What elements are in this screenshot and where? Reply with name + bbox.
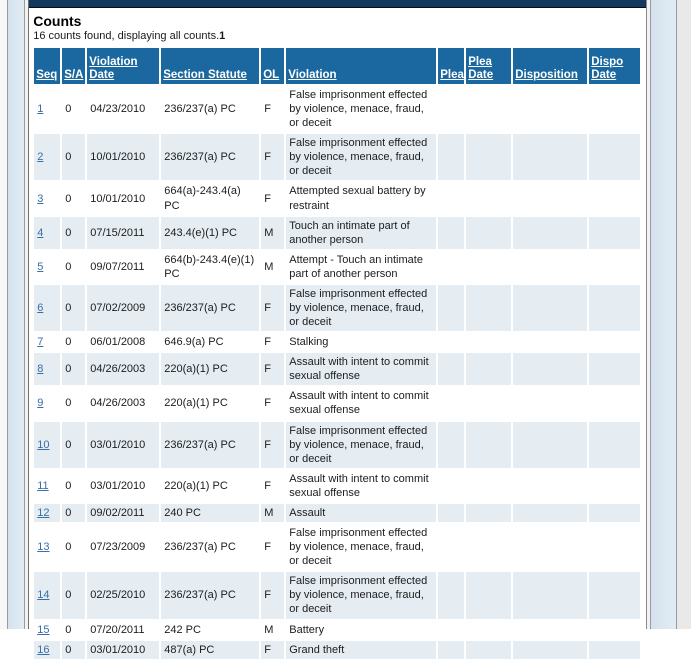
table-row: [34, 285, 640, 331]
count-detail-link[interactable]: 10: [37, 438, 50, 451]
results-summary-text: 16 counts found, displaying all counts.: [33, 30, 220, 42]
cell-disposition: [513, 387, 587, 419]
sort-link-ol[interactable]: OL: [263, 68, 280, 81]
count-detail-link[interactable]: 13: [37, 541, 50, 554]
cell-violation: False imprisonment effected by violence, menace, fraud, or deceit: [286, 134, 436, 180]
cell-plea: [438, 504, 464, 522]
cell-ol: F: [261, 641, 284, 659]
cell-violation_date: 03/01/2010: [87, 641, 159, 659]
cell-seq: [34, 333, 60, 351]
cell-seq: [34, 470, 60, 502]
cell-section_statute: 664(b)-243.4(e)(1) PC: [161, 251, 259, 283]
cell-violation_date: 07/20/2011: [87, 621, 159, 639]
cell-sa: 0: [62, 353, 85, 385]
sort-link-seq[interactable]: Seq: [36, 68, 58, 81]
cell-section_statute: 236/237(a) PC: [161, 422, 259, 468]
cell-plea_date: [466, 387, 511, 419]
cell-violation_date: 07/15/2011: [87, 217, 159, 249]
cell-ol: F: [261, 422, 284, 468]
cell-ol: F: [261, 86, 284, 132]
cell-sa: 0: [62, 470, 85, 502]
cell-violation_date: 06/01/2008: [87, 333, 159, 351]
cell-section_statute: 220(a)(1) PC: [161, 470, 259, 502]
cell-disposition: [513, 641, 587, 659]
cell-seq: [34, 134, 60, 180]
cell-sa: 0: [62, 333, 85, 351]
cell-dispo_date: [589, 621, 640, 639]
cell-dispo_date: [589, 524, 640, 570]
cell-violation: Touch an intimate part of another person: [286, 217, 436, 249]
column-header-disposition: [513, 48, 587, 84]
cell-sa: 0: [62, 134, 85, 180]
cell-violation: False imprisonment effected by violence, menace, fraud, or deceit: [286, 422, 436, 468]
cell-dispo_date: [589, 641, 640, 659]
sort-link-dispo_date[interactable]: Dispo Date: [591, 55, 624, 81]
cell-violation_date: 10/01/2010: [87, 134, 159, 180]
page-number[interactable]: 1: [219, 30, 226, 42]
cell-violation: False imprisonment effected by violence, menace, fraud, or deceit: [286, 285, 436, 331]
count-detail-link[interactable]: 4: [37, 226, 44, 239]
cell-violation: Assault: [286, 504, 436, 522]
count-detail-link[interactable]: 5: [37, 260, 44, 273]
cell-seq: [34, 86, 60, 132]
cell-dispo_date: [589, 387, 640, 419]
count-detail-link[interactable]: 7: [37, 336, 44, 349]
cell-plea: [438, 422, 464, 468]
column-header-sa: [62, 48, 85, 84]
cell-plea_date: [466, 470, 511, 502]
count-detail-link[interactable]: 12: [37, 506, 50, 519]
cell-violation: Assault with intent to commit sexual offense: [286, 387, 436, 419]
cell-ol: F: [261, 353, 284, 385]
sort-link-violation[interactable]: Violation: [288, 68, 337, 81]
table-row: [34, 641, 640, 659]
cell-disposition: [513, 422, 587, 468]
cell-seq: [34, 621, 60, 639]
cell-seq: [34, 285, 60, 331]
cell-section_statute: 487(a) PC: [161, 641, 259, 659]
cell-plea_date: [466, 422, 511, 468]
cell-disposition: [513, 333, 587, 351]
sort-link-sa[interactable]: S/A: [64, 68, 84, 81]
table-row: [34, 504, 640, 522]
cell-disposition: [513, 621, 587, 639]
cell-disposition: [513, 86, 587, 132]
count-detail-link[interactable]: 16: [37, 643, 50, 656]
cell-dispo_date: [589, 217, 640, 249]
cell-disposition: [513, 134, 587, 180]
cell-ol: F: [261, 387, 284, 419]
window-frame-left: [0, 0, 7, 629]
cell-section_statute: 664(a)-243.4(a) PC: [161, 182, 259, 214]
page-body: [29, 8, 646, 661]
cell-violation: Attempt - Touch an intimate part of another person: [286, 251, 436, 283]
cell-ol: F: [261, 572, 284, 618]
table-row: [34, 422, 640, 468]
cell-seq: [34, 353, 60, 385]
cell-sa: 0: [62, 524, 85, 570]
cell-violation: Attempted sexual battery by restraint: [286, 182, 436, 214]
cell-section_statute: 236/237(a) PC: [161, 86, 259, 132]
cell-seq: [34, 504, 60, 522]
sort-link-disposition[interactable]: Disposition: [515, 68, 578, 81]
count-detail-link[interactable]: 11: [37, 479, 49, 492]
column-header-seq: [34, 48, 60, 84]
cell-plea_date: [466, 504, 511, 522]
cell-plea_date: [466, 182, 511, 214]
cell-violation: False imprisonment effected by violence, menace, fraud, or deceit: [286, 572, 436, 618]
cell-dispo_date: [589, 285, 640, 331]
count-detail-link[interactable]: 2: [37, 151, 44, 164]
cell-ol: M: [261, 217, 284, 249]
count-detail-link[interactable]: 14: [37, 589, 50, 602]
table-header-row: [34, 48, 640, 84]
cell-sa: 0: [62, 182, 85, 214]
cell-section_statute: 220(a)(1) PC: [161, 387, 259, 419]
table-row: [34, 217, 640, 249]
column-header-section_statute: [161, 48, 259, 84]
cell-plea_date: [466, 333, 511, 351]
table-row: [34, 134, 640, 180]
page-title: Counts: [33, 13, 82, 29]
cell-violation_date: 07/23/2009: [87, 524, 159, 570]
cell-sa: 0: [62, 572, 85, 618]
cell-violation_date: 10/01/2010: [87, 182, 159, 214]
cell-plea_date: [466, 641, 511, 659]
cell-plea: [438, 524, 464, 570]
cell-plea: [438, 572, 464, 618]
cell-plea_date: [466, 285, 511, 331]
cell-seq: [34, 387, 60, 419]
cell-section_statute: 236/237(a) PC: [161, 572, 259, 618]
cell-dispo_date: [589, 333, 640, 351]
column-header-ol: [261, 48, 284, 84]
cell-plea: [438, 641, 464, 659]
cell-plea_date: [466, 572, 511, 618]
cell-sa: 0: [62, 86, 85, 132]
cell-violation_date: 03/01/2010: [87, 422, 159, 468]
cell-plea_date: [466, 621, 511, 639]
table-row: [34, 621, 640, 639]
cell-sa: 0: [62, 217, 85, 249]
cell-violation: Assault with intent to commit sexual offense: [286, 353, 436, 385]
cell-section_statute: 242 PC: [161, 621, 259, 639]
count-detail-link[interactable]: 9: [37, 397, 44, 410]
cell-plea: [438, 217, 464, 249]
cell-section_statute: 220(a)(1) PC: [161, 353, 259, 385]
cell-section_statute: 243.4(e)(1) PC: [161, 217, 259, 249]
cell-plea_date: [466, 524, 511, 570]
cell-disposition: [513, 353, 587, 385]
cell-violation: Stalking: [286, 333, 436, 351]
cell-sa: 0: [62, 641, 85, 659]
counts-table: [32, 46, 642, 661]
cell-plea: [438, 470, 464, 502]
cell-violation_date: 04/26/2003: [87, 353, 159, 385]
cell-dispo_date: [589, 134, 640, 180]
cell-ol: F: [261, 134, 284, 180]
cell-disposition: [513, 251, 587, 283]
cell-section_statute: 236/237(a) PC: [161, 134, 259, 180]
counts-page: [28, 0, 647, 656]
cell-sa: 0: [62, 251, 85, 283]
cell-section_statute: 236/237(a) PC: [161, 524, 259, 570]
cell-violation: False imprisonment effected by violence, menace, fraud, or deceit: [286, 86, 436, 132]
cell-plea_date: [466, 251, 511, 283]
cell-dispo_date: [589, 470, 640, 502]
cell-plea: [438, 333, 464, 351]
table-row: [34, 353, 640, 385]
cell-violation_date: 04/23/2010: [87, 86, 159, 132]
column-header-plea_date: [466, 48, 511, 84]
cell-dispo_date: [589, 182, 640, 214]
scrollbar-track[interactable]: [650, 0, 677, 629]
cell-section_statute: 646.9(a) PC: [161, 333, 259, 351]
cell-seq: [34, 524, 60, 570]
cell-disposition: [513, 217, 587, 249]
cell-section_statute: 236/237(a) PC: [161, 285, 259, 331]
cell-dispo_date: [589, 572, 640, 618]
cell-dispo_date: [589, 86, 640, 132]
table-row: [34, 251, 640, 283]
cell-section_statute: 240 PC: [161, 504, 259, 522]
table-row: [34, 572, 640, 618]
cell-ol: M: [261, 504, 284, 522]
cell-plea: [438, 285, 464, 331]
cell-plea: [438, 251, 464, 283]
cell-violation_date: 09/02/2011: [87, 504, 159, 522]
cell-violation_date: 09/07/2011: [87, 251, 159, 283]
table-row: [34, 333, 640, 351]
count-detail-link[interactable]: 3: [37, 192, 44, 205]
cell-dispo_date: [589, 251, 640, 283]
cell-seq: [34, 422, 60, 468]
cell-plea_date: [466, 134, 511, 180]
cell-ol: F: [261, 333, 284, 351]
cell-disposition: [513, 524, 587, 570]
cell-dispo_date: [589, 504, 640, 522]
cell-disposition: [513, 572, 587, 618]
cell-seq: [34, 572, 60, 618]
cell-violation: Assault with intent to commit sexual offense: [286, 470, 436, 502]
results-summary: [33, 30, 642, 42]
cell-sa: 0: [62, 387, 85, 419]
sort-link-plea_date[interactable]: Plea Date: [468, 55, 494, 81]
cell-seq: [34, 182, 60, 214]
column-header-dispo_date: [589, 48, 640, 84]
cell-sa: 0: [62, 504, 85, 522]
cell-sa: 0: [62, 422, 85, 468]
table-row: [34, 182, 640, 214]
cell-plea: [438, 134, 464, 180]
count-detail-link[interactable]: 1: [37, 103, 44, 116]
cell-violation_date: 03/01/2010: [87, 470, 159, 502]
table-row: [34, 86, 640, 132]
cell-plea: [438, 86, 464, 132]
sort-link-section_statute[interactable]: Section Statute: [163, 68, 247, 81]
cell-violation_date: 07/02/2009: [87, 285, 159, 331]
sort-link-violation_date[interactable]: Violation Date: [89, 55, 138, 81]
cell-disposition: [513, 182, 587, 214]
count-detail-link[interactable]: 15: [37, 623, 50, 636]
cell-disposition: [513, 504, 587, 522]
cell-dispo_date: [589, 353, 640, 385]
cell-violation_date: 02/25/2010: [87, 572, 159, 618]
cell-dispo_date: [589, 422, 640, 468]
cell-plea: [438, 621, 464, 639]
cell-seq: [34, 251, 60, 283]
cell-plea: [438, 182, 464, 214]
cell-disposition: [513, 470, 587, 502]
cell-ol: F: [261, 524, 284, 570]
column-header-plea: [438, 48, 464, 84]
left-rail: [7, 0, 26, 629]
window-frame-right: [677, 0, 691, 629]
cell-ol: M: [261, 621, 284, 639]
table-row: [34, 387, 640, 419]
column-header-violation_date: [87, 48, 159, 84]
cell-seq: [34, 217, 60, 249]
table-row: [34, 470, 640, 502]
cell-ol: M: [261, 251, 284, 283]
column-header-violation: [286, 48, 436, 84]
cell-violation: False imprisonment effected by violence, menace, fraud, or deceit: [286, 524, 436, 570]
cell-plea: [438, 387, 464, 419]
cell-violation_date: 04/26/2003: [87, 387, 159, 419]
cell-ol: F: [261, 182, 284, 214]
cell-violation: Grand theft: [286, 641, 436, 659]
cell-plea: [438, 353, 464, 385]
cell-disposition: [513, 285, 587, 331]
cell-plea_date: [466, 217, 511, 249]
cell-sa: 0: [62, 285, 85, 331]
cell-violation: Battery: [286, 621, 436, 639]
cell-ol: F: [261, 285, 284, 331]
cell-plea_date: [466, 86, 511, 132]
sort-link-plea[interactable]: Plea: [440, 68, 464, 81]
cell-plea_date: [466, 353, 511, 385]
table-row: [34, 524, 640, 570]
cell-ol: F: [261, 470, 284, 502]
cell-sa: 0: [62, 621, 85, 639]
navigation-bar-edge: [29, 0, 646, 8]
count-detail-link[interactable]: 6: [37, 302, 44, 315]
count-detail-link[interactable]: 8: [37, 363, 44, 376]
cell-seq: [34, 641, 60, 659]
